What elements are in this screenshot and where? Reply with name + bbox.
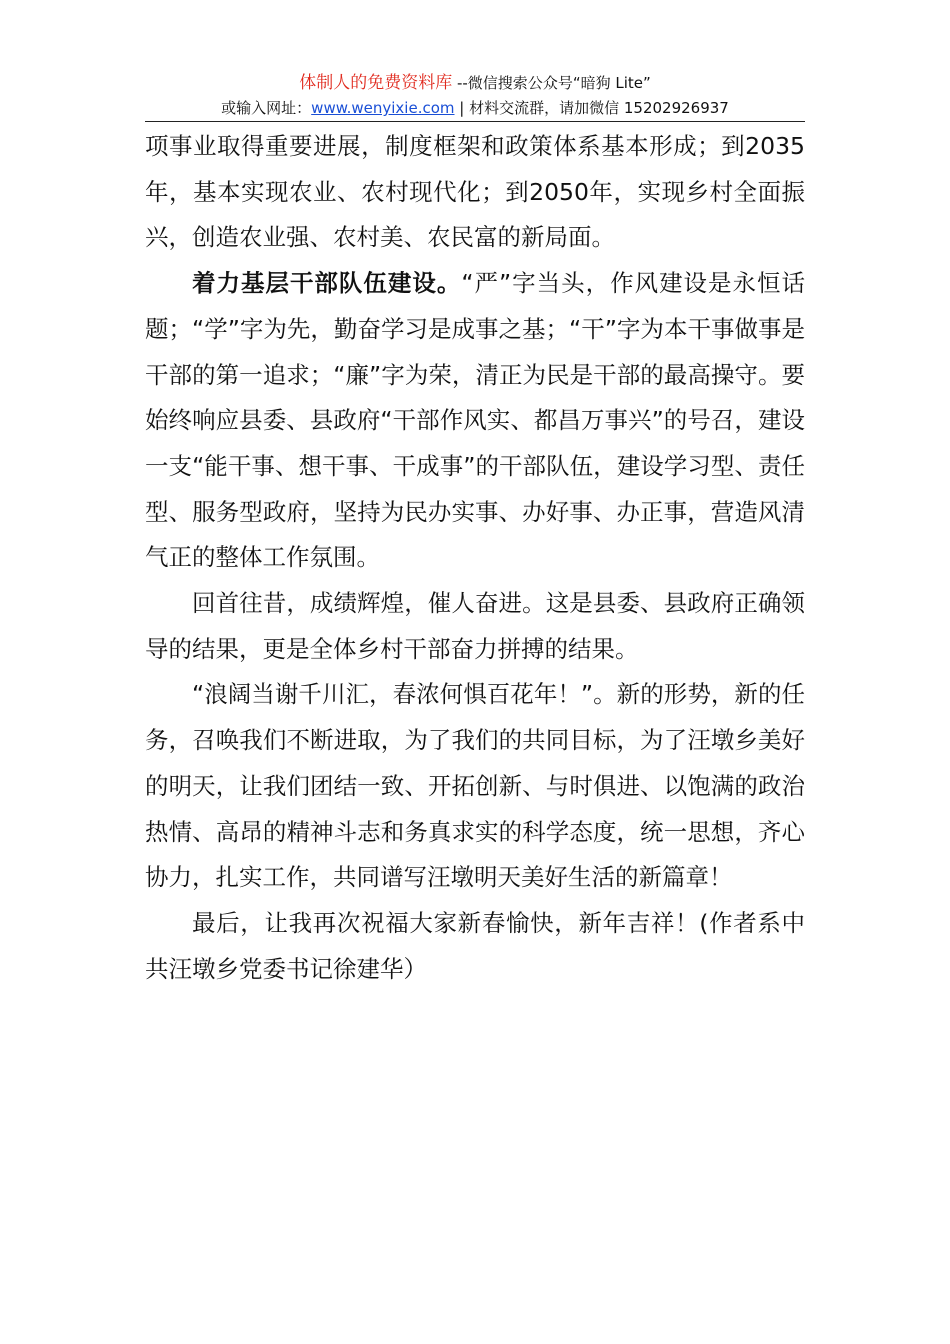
paragraph-2-text: “严”字当头，作风建设是永恒话题；“学”字为先，勤奋学习是成事之基；“干”字为本干事做事是干部的第一追求；“廉”字为荣，清正为民是干部的最高操守。要始终响应县委、县政府“干部作风实、都昌万事兴”的号召，建设一支“能干事、想干事、干成事”的干部队伍，建设学习型、责任型、服务型政府，坚持为民办实事、办好事、办正事，营造风清气正的整体工作氛围。	[145, 269, 805, 572]
header-tagline: --微信搜索公众号“暗狗 Lite”	[452, 74, 651, 92]
page-header	[145, 70, 805, 120]
paragraph-4: “浪阔当谢千川汇，春浓何惧百花年！”。新的形势，新的任务，召唤我们不断进取，为了我们的共同目标，为了汪墩乡美好的明天，让我们团结一致、开拓创新、与时俱进、以饱满的政治热情、高昂的精神斗志和务真求实的科学态度，统一思想，齐心协力，扎实工作，共同谱写汪墩明天美好生活的新篇章！	[145, 680, 805, 892]
header-url-prefix: 或输入网址：	[221, 99, 312, 117]
paragraph-1: 项事业取得重要进展，制度框架和政策体系基本形成；到2035年，基本实现农业、农村现代化；到2050年，实现乡村全面振兴，创造农业强、农村美、农民富的新局面。	[145, 132, 805, 252]
paragraph-5: 最后，让我再次祝福大家新春愉快，新年吉祥！(作者系中共汪墩乡党委书记徐建华）	[145, 908, 805, 983]
header-divider	[145, 121, 805, 122]
header-url-suffix: | 材料交流群，请加微信 15202926937	[454, 99, 729, 117]
header-url-link[interactable]: www.wenyixie.com	[311, 99, 455, 117]
paragraph-2-heading: 着力基层干部队伍建设。	[192, 269, 462, 298]
paragraph-3: 回首往昔，成绩辉煌，催人奋进。这是县委、县政府正确领导的结果，更是全体乡村干部奋力拼搏的结果。	[145, 589, 805, 663]
header-brand: 体制人的免费资料库	[299, 73, 453, 93]
paragraph-2	[145, 261, 805, 581]
document-body	[145, 124, 805, 992]
header-title-line	[145, 70, 805, 96]
header-url-line	[145, 96, 805, 120]
